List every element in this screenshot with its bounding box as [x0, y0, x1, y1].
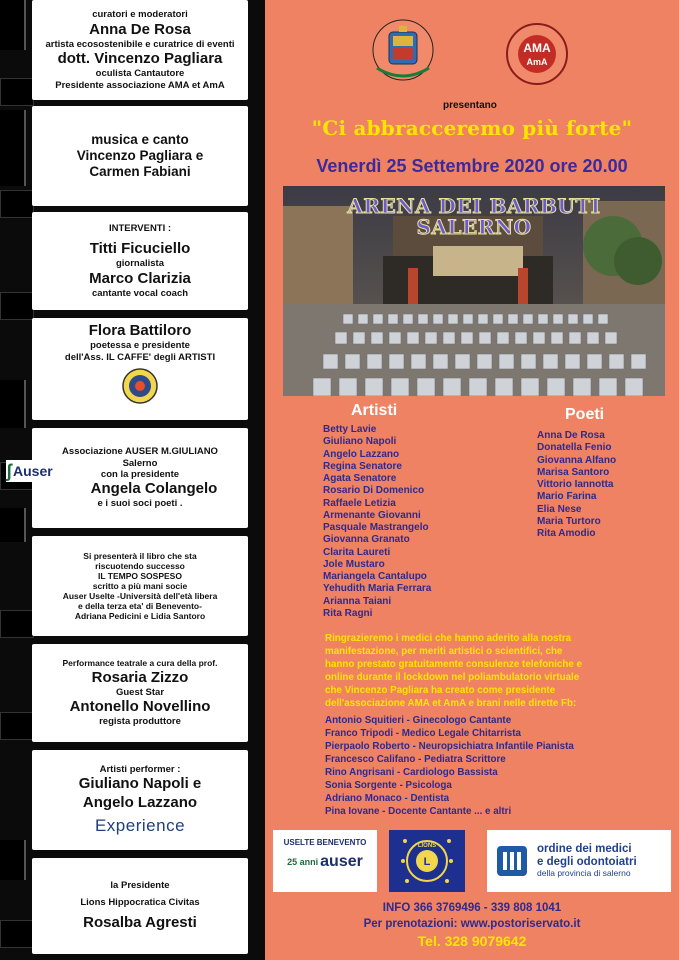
doctor-entry: Pierpaolo Roberto - Neuropsichiatra Infantile Pianista [325, 741, 574, 752]
auser-sponsor-name: auser [320, 853, 363, 870]
music-line3: Carmen Fabiani [89, 164, 191, 180]
lions-sponsor [389, 830, 465, 892]
event-date: Venerdì 25 Settembre 2020 ore 20.00 [316, 156, 628, 176]
flora-desc1: poetessa e presidente [90, 340, 190, 352]
comune-salerno-logo-icon [371, 18, 435, 86]
left-column [0, 0, 265, 960]
auser-city: Salerno [122, 457, 158, 469]
speaker-name-1: Titti Ficuciello [89, 240, 191, 258]
auser-members: e i suoi soci poeti . [97, 498, 183, 510]
poet-name: Vittorio Iannotta [537, 479, 614, 490]
ordine-line2: e degli odontoiatri [537, 856, 637, 869]
music-line2: Vincenzo Pagliara e [76, 147, 204, 163]
artist-name: Jole Mustaro [323, 558, 385, 570]
lions-president-label: la Presidente [110, 879, 170, 891]
caffe-artisti-logo-icon [121, 367, 159, 405]
poet-name: Anna De Rosa [537, 430, 605, 441]
speaker-role-2: cantante vocal coach [91, 287, 189, 299]
arena-caption [283, 196, 665, 238]
poet-name: Giovanna Alfano [537, 454, 617, 466]
doctor-entry: Franco Tripodi - Medico Legale Chitarrista [325, 728, 521, 739]
ordine-medici-sponsor [487, 830, 671, 892]
artist-name: Mariangela Cantalupo [323, 571, 427, 582]
poets-heading: Poeti [565, 406, 605, 423]
artist-name: Rita Ragni [323, 607, 373, 619]
interventions-heading: INTERVENTI : [108, 222, 172, 234]
book-line: riscuotendo successo [95, 560, 185, 571]
performer-name: Rosaria Zizzo [91, 668, 189, 686]
piano-key [0, 508, 26, 542]
performers-line1: Giuliano Napoli e [78, 775, 202, 793]
lions-club: Lions Hippocratica Civitas [80, 896, 200, 908]
performance-intro: Performance teatrale a cura della prof. [62, 658, 218, 669]
artist-name: Armenante Giovanni [323, 509, 421, 521]
curators-card [32, 0, 248, 100]
film-hole [0, 610, 34, 638]
performance-card [32, 644, 248, 742]
thanks-line: che Vincenzo Pagliara ha creato come presidente [325, 685, 556, 696]
piano-key [0, 380, 26, 428]
performers-card [32, 750, 248, 850]
artist-name: Yehudith Maria Ferrara [323, 583, 432, 595]
arena-photo [283, 186, 665, 396]
book-line: Si presenterà il libro che sta [83, 550, 197, 561]
flora-desc2: dell'Ass. IL CAFFE' degli ARTISTI [64, 351, 216, 363]
book-title: IL TEMPO SOSPESO [98, 570, 182, 581]
artist-name: Clarita Laureti [323, 546, 391, 558]
doctor-entry: Rino Angrisani - Cardiologo Bassista [325, 767, 498, 778]
info-phone: INFO 366 3769496 - 339 808 1041 [382, 902, 562, 914]
experience-logo: Experience [94, 815, 186, 835]
artist-name: Regina Senatore [323, 460, 402, 472]
auser-assoc: Associazione AUSER M.GIULIANO [62, 446, 218, 458]
auser-logo-text: Auser [13, 463, 53, 479]
piano-key [0, 840, 26, 880]
artist-name: Giuliano Napoli [323, 436, 397, 448]
doctor-entry: Sonia Sorgente - Psicologa [325, 780, 452, 791]
doctors-list [325, 714, 669, 818]
auser-logo [6, 460, 64, 482]
guest-star-name: Antonello Novellino [69, 698, 211, 715]
artist-name: Agata Senatore [323, 473, 397, 484]
curator-name: Anna De Rosa [89, 20, 191, 38]
arena-caption-line2: SALERNO [416, 215, 532, 239]
thanks-line: manifestazione, per meriti artistici o scientifici, che [325, 646, 563, 657]
event-title: "Ci abbracceremo più forte" [311, 116, 633, 140]
music-card [32, 106, 248, 206]
booking-info: Per prenotazioni: www.postoriservato.it [363, 918, 581, 930]
lions-president-name: Rosalba Agresti [83, 914, 197, 932]
doctor-entry: Francesco Califano - Pediatra Scrittore [325, 754, 506, 765]
poet-name: Marisa Santoro [537, 466, 610, 478]
thanks-line: dell'associazione AMA et AmA e brani nelle dirette Fb: [325, 698, 577, 709]
artist-name: Angelo Lazzano [323, 448, 400, 460]
speaker-name-2: Marco Clarizia [89, 269, 191, 287]
doctor-name: dott. Vincenzo Pagliara [57, 50, 223, 67]
film-hole [0, 292, 34, 320]
music-line1: musica e canto [91, 131, 189, 147]
film-hole [0, 78, 34, 106]
ordine-line1: ordine dei medici [537, 842, 632, 855]
lions-card [32, 858, 248, 954]
poet-name: Rita Amodio [537, 528, 596, 539]
thanks-line: Ringrazieremo i medici che hanno aderito alla nostra [325, 633, 572, 644]
flora-card [32, 318, 248, 420]
auser-with: con la presidente [100, 468, 180, 480]
ama-association-logo-icon [505, 22, 569, 86]
speaker-role-1: giornalista [115, 258, 165, 270]
auser-swoosh-icon: ʃ [6, 460, 12, 481]
artist-name: Arianna Taiani [323, 595, 392, 607]
piano-key [0, 110, 26, 186]
curator-desc: artista ecosostenibile e curatrice di eventi [45, 38, 235, 50]
ordine-line3: della provincia di salerno [537, 868, 631, 879]
performers-heading: Artisti performer : [99, 764, 181, 776]
svg-text:AmA: AmA [526, 57, 548, 67]
artist-name: Pasquale Mastrangelo [323, 522, 429, 533]
performers-line2: Angelo Lazzano [82, 793, 198, 811]
artist-name: Rosario Di Domenico [323, 485, 425, 497]
artist-name: Betty Lavie [323, 424, 377, 435]
lions-logo-text: LIONS [417, 843, 437, 849]
doctor-entry: Antonio Squitieri - Ginecologo Cantante [325, 715, 512, 726]
artist-name: Raffaele Letizia [323, 497, 396, 509]
book-line: Auser Uselte -Università dell'età libera [62, 591, 218, 601]
film-hole [0, 190, 34, 218]
auser-card [32, 428, 248, 528]
film-hole [0, 920, 34, 948]
auser-benevento-label: USELTE BENEVENTO [283, 838, 367, 847]
thanks-paragraph [325, 632, 669, 710]
doctor-entry: Pina Iovane - Docente Cantante ... e altri [325, 806, 512, 817]
piano-key [0, 0, 26, 50]
guest-star-label: Guest Star [115, 686, 165, 698]
svg-text:L: L [423, 856, 431, 868]
doctor-desc: oculista Cantautore [95, 68, 185, 80]
svg-text:AMA: AMA [523, 41, 551, 55]
thanks-line: hanno prestato gratuitamente consulenze telefoniche e [325, 659, 582, 670]
curators-role: curatori e moderatori [92, 9, 188, 21]
book-line: scritto a più mani socie [92, 580, 188, 591]
telephone: Tel. 328 9079642 [417, 933, 527, 949]
ordine-medici-logo-icon [495, 844, 529, 878]
book-card [32, 536, 248, 636]
interventions-card [32, 212, 248, 310]
poet-name: Mario Farina [537, 491, 597, 503]
artist-name: Giovanna Granato [323, 534, 410, 546]
right-column [265, 0, 679, 960]
auser-benevento-sponsor [273, 830, 377, 892]
auser-president: Angela Colangelo [90, 480, 218, 498]
poet-name: Elia Nese [537, 503, 582, 515]
poet-name: Donatella Fenio [537, 442, 612, 454]
book-line: e della terza eta' di Benevento- [78, 601, 202, 612]
doctor-entry: Adriano Monaco - Dentista [325, 793, 450, 804]
poets-list [537, 430, 616, 540]
auser-years: 25 anni [287, 857, 319, 867]
artists-heading: Artisti [351, 402, 398, 419]
book-authors: Adriana Pedicini e Lidia Santoro [74, 611, 206, 622]
thanks-line: online durante il lockdown nel poliambulatorio virtuale [325, 672, 580, 683]
guest-star-role: regista produttore [99, 716, 181, 728]
lions-logo-icon [397, 833, 457, 889]
flora-name: Flora Battiloro [88, 322, 192, 339]
artists-list [323, 424, 431, 620]
poet-name: Maria Turtoro [537, 515, 601, 527]
arena-caption-line1: ARENA DEI BARBUTI [347, 194, 601, 218]
doctor-role: Presidente associazione AMA et AmA [55, 79, 225, 91]
film-hole [0, 712, 34, 740]
presentano-label: presentano [443, 100, 497, 111]
